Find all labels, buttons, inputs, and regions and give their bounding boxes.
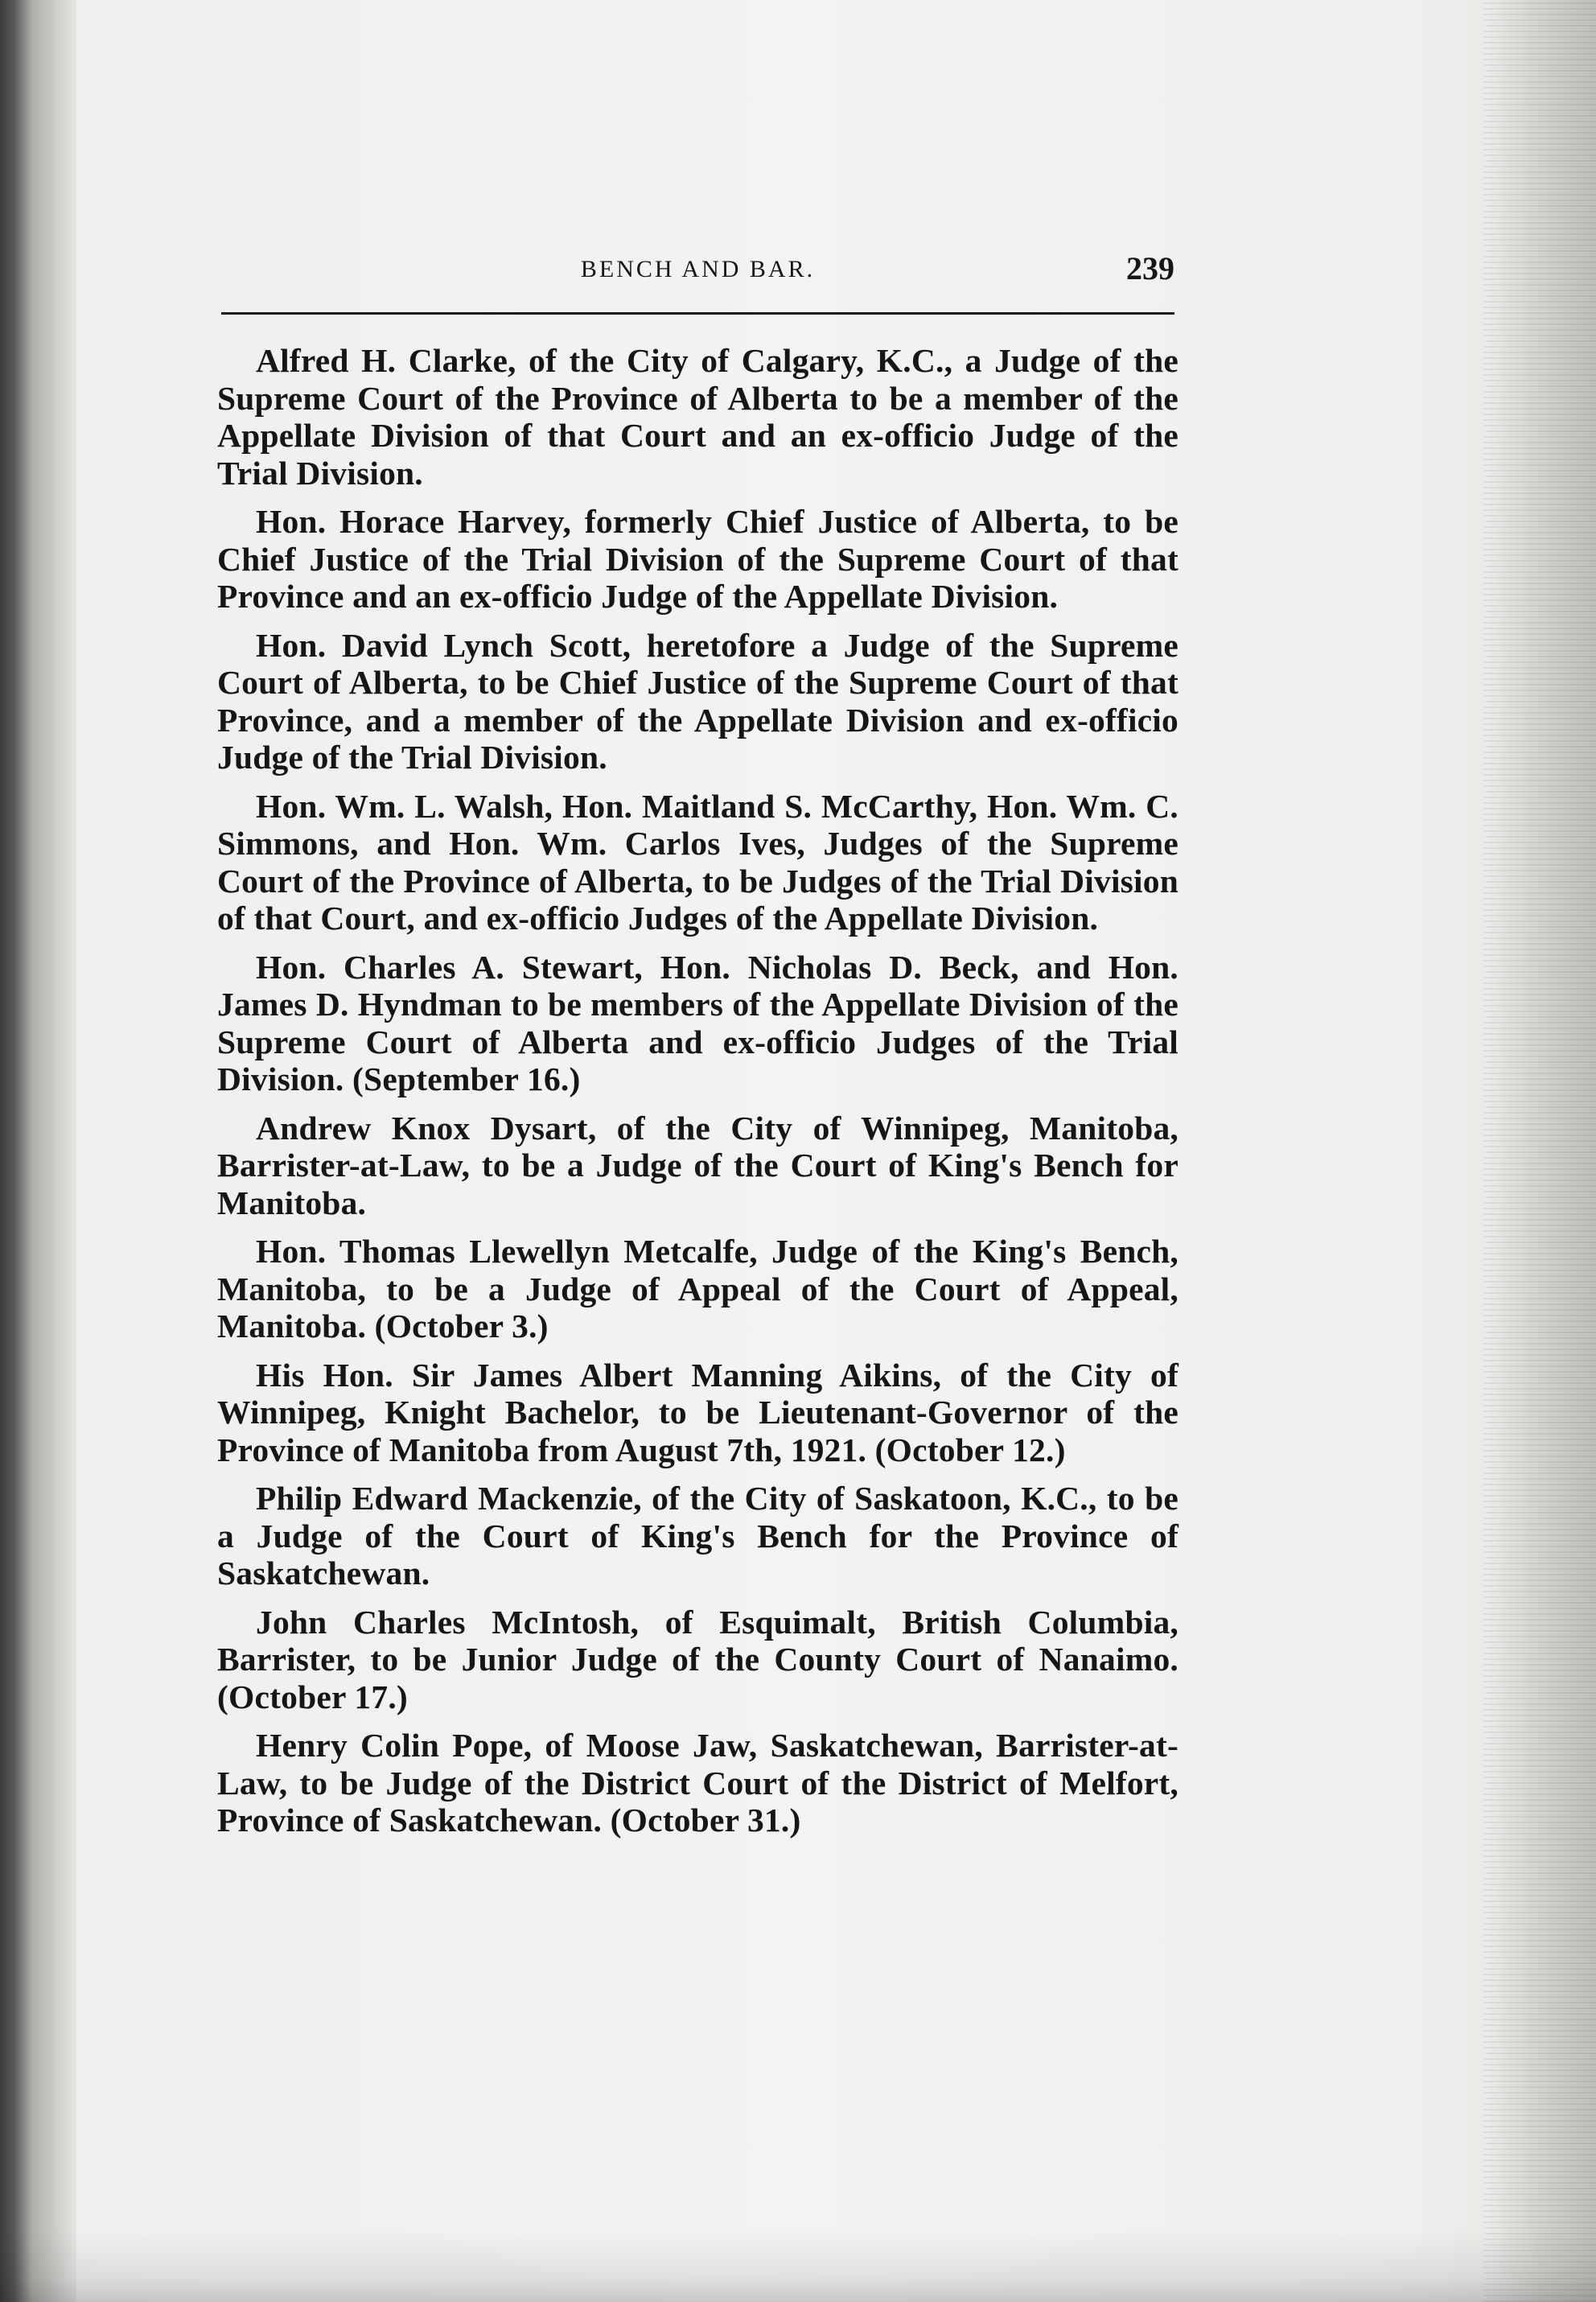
paragraph-metcalfe: Hon. Thomas Llewellyn Metcalfe, Judge of the King's Bench, Manitoba, to be a Judge of Appeal of the Court of Appeal, Manitoba. (October 3.) [217,1233,1178,1345]
header-rule [221,312,1174,315]
paragraph-harvey: Hon. Horace Harvey, formerly Chief Justice of Alberta, to be Chief Justice of the Trial Division of the Supreme Court of that Province and an ex-officio Judge of the Appellate Division. [217,503,1178,615]
page-number: 239 [1126,250,1174,286]
page-bottom-edge-shadow [0,2230,1596,2302]
paragraph-pope: Henry Colin Pope, of Moose Jaw, Saskatchewan, Barrister-at-Law, to be Judge of the District Court of the District of Melfort, Province of Saskatchewan. (October 31.) [217,1727,1178,1839]
paragraph-clarke: Alfred H. Clarke, of the City of Calgary, K.C., a Judge of the Supreme Court of the Province of Alberta to be a member of the Appellate Division of that Court and an ex-officio Judge of the Trial Division. [217,342,1178,492]
paragraph-walsh-mccarthy-simmons-ives: Hon. Wm. L. Walsh, Hon. Maitland S. McCarthy, Hon. Wm. C. Simmons, and Hon. Wm. Carlos Ives, Judges of the Supreme Court of the Province of Alberta, to be Judges of the Trial Division of that Court, and ex-officio Judges of the Appellate Division. [217,787,1178,937]
paragraph-stewart-beck-hyndman: Hon. Charles A. Stewart, Hon. Nicholas D. Beck, and Hon. James D. Hyndman to be members of the Appellate Division of the Supreme Court of Alberta and ex-officio Judges of the Trial Division. (September 16.) [217,948,1178,1097]
paragraph-dysart: Andrew Knox Dysart, of the City of Winnipeg, Manitoba, Barrister-at-Law, to be a Judge of the Court of King's Bench for Manitoba. [217,1109,1178,1221]
paragraph-scott: Hon. David Lynch Scott, heretofore a Judge of the Supreme Court of Alberta, to be Chief Justice of the Supreme Court of that Province, and a member of the Appellate Division and ex-officio Judge of the Trial Division. [217,626,1178,776]
paragraph-mcintosh: John Charles McIntosh, of Esquimalt, British Columbia, Barrister, to be Junior Judge of the County Court of Nanaimo. (October 17.) [217,1603,1178,1715]
running-head: BENCH AND BAR. [580,256,816,282]
page-right-edge-shadow [1483,0,1596,2302]
paragraph-mackenzie: Philip Edward Mackenzie, of the City of Saskatoon, K.C., to be a Judge of the Court of King's Bench for the Province of Saskatchewan. [217,1480,1178,1592]
body-text [217,342,1178,1851]
paragraph-aikins: His Hon. Sir James Albert Manning Aikins, of the City of Winnipeg, Knight Bachelor, to be Lieutenant-Governor of the Province of Manitoba from August 7th, 1921. (October 12.) [217,1356,1178,1468]
page-left-edge-shadow [0,0,76,2302]
page-header [221,249,1174,298]
